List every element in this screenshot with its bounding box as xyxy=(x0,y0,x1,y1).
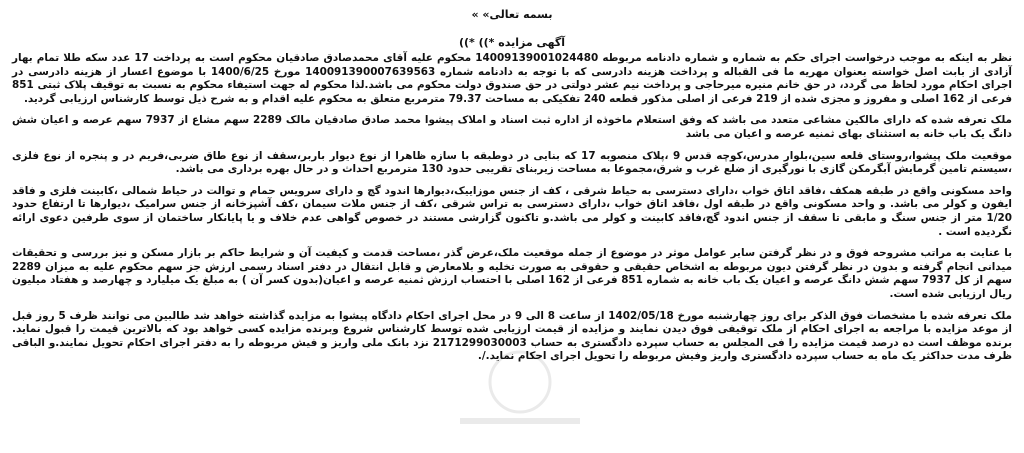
paragraph-case-summary: نظر به اینکه به موجب درخواست اجرای حکم به شماره و شماره دادنامه مربوطه 14009139001024480 محکوم علیه آقای محمدصادق صادقیان محکوم است به پرداخت 17 عدد سکه طلا تمام بهار آزادی از بابت اصل خواسته بعنوان مهریه ما فی القباله و پرداخت هزینه دادرسی که با توجه به دادنامه شماره 140091390007639563 مورخ 1400/6/25 با موضوع اعسار از هزینه دادرسی در اجرای احکام مورد لحاظ می گردد، در حق خانم منیره میرحاجی و پرداخت نیم عشر دولتی در حق صندوق دولت محکوم می باشد.لذا محکوم له جهت استیفاء محکوم به نسبت به توقیف پلاک ثبتی 851 فرعی از 162 اصلی و مفروز و مجزی شده از 219 فرعی از اصلی مذکور قطعه 240 تفکیکی به مساحت 79.37 مترمربع متعلق به محکوم علیه اقدام و به شرح ذیل توسط کارشناس ارزیابی گردید. xyxy=(12,52,1012,105)
header-basmala: بسمه تعالی» » xyxy=(471,8,553,21)
paragraph-valuation: با عنایت به مراتب مشروحه فوق و در نظر گرفتن سایر عوامل موثر در موضوع از جمله موقعیت ملک،عرض گذر ،مساحت قدمت و کیفیت آن و شرایط حاکم بر بازار مسکن و نیز بررسی و تحقیقات میدانی انجام گرفته و بدون در نظر گرفتن دیون مربوطه به اشخاص حقیقی و حقوقی به صورت تخلیه و بلامعارض و قابل انتقال در دفتر اسناد رسمی ارزش جز سهم محکوم علیه به میزان 2289 سهم از کل 7937 سهم شش دانگ عرصه و اعیان یک باب خانه به شماره 851 فرعی از 162 اصلی با احتساب ارزش ثمنیه عرصه و اعیان(بدون کسر آن ) به مبلغ یک میلیارد و چهارصد و هفتاد میلیون ریال ارزیابی شده است. xyxy=(12,247,1012,300)
paragraph-auction-terms: ملک تعرفه شده با مشخصات فوق الذکر برای روز چهارشنبه مورخ 1402/05/18 از ساعت 8 الی 9 در محل اجرای احکام دادگاه پیشوا به مزایده گذاشته خواهد شد طالبین می توانند ظرف 5 روز قبل از موعد مزایده با مراجعه به اجرای احکام از ملک توقیفی فوق دیدن نمایند و مزایده از قیمت ارزیابی شده توسط کارشناس شروع وبرنده مزایده کسی خواهد بود که بالاترین قیمت را قبول نماید. برنده موظف است ده درصد قیمت مزایده را فی المجلس به حساب سپرده دادگستری به حساب 2171299030003 نزد بانک ملی واریز و فیش مربوطه را به دفتر اجرای احکام تحویل نمایند.و الباقی ظرف مدت حداکثر یک ماه به حساب سپرده دادگستری واریز وفیش مربوطه را تحویل اجرای احکام نماید./. xyxy=(12,309,1012,363)
paragraph-ownership: ملک تعرفه شده که دارای مالکین مشاعی متعدد می باشد که وفق استعلام ماخوذه از اداره ثبت اسناد و املاک پیشوا محمد صادق صادقیان مالک 2289 سهم مشاع از 7937 سهم عرصه و اعیان شش دانگ یک باب خانه به استثنای بهای ثمنیه عرصه و اعیان می باشد xyxy=(12,114,1012,140)
paragraph-location: موقعیت ملک پیشوا،روستای قلعه سین،بلوار مدرس،کوچه قدس 9 ،پلاک منصوبه 17 که بنایی در دوطبقه با سازه ظاهرا از نوع دیوار باربر،سقف از نوع طاق ضربی،فریم در و پنجره از نوع فلزی ،سیستم تامین گرمایش آبگرمکن گازی با نورگیری از ضلع غرب و شرق،مجموعا به مساحت زیربنای تقریبی حدود 130 مترمربع احداث و در حال بهره برداری می باشد. xyxy=(12,149,1013,176)
notice-title: آگهی مزایده *)) *)) xyxy=(458,36,566,49)
paragraph-units-description: واحد مسکونی واقع در طبقه همکف ،فاقد اتاق خواب ،دارای دسترسی به حیاط شرقی ، کف از جنس موزاییک،دیوارها اندود گچ و دارای سرویس حمام و توالت در حیاط شمالی ،کابینت فلزی و فاقد ایفون و کولر می باشد. و واحد مسکونی واقع در طبقه اول ،فاقد اتاق خواب ،دارای دسترسی به تراس شرقی ،کف از جنس ملات سیمان ،کف آشپزخانه از جنس سرامیک ،دیوارها تا ارتفاع حدود 1/20 متر از جنس سنگ و مابقی تا سقف از جنس اندود گچ،فاقد کابینت و کولر می باشد.و تاکنون گزارشی مستند در خصوص گواهی عدم خلاف و یا پایانکار ساختمان از سوی طرفین دعوی ارائه نگردیده است . xyxy=(12,184,1012,238)
